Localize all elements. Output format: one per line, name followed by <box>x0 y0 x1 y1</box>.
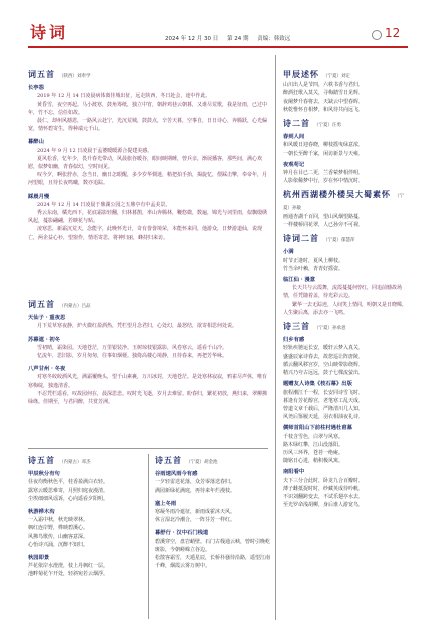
poem <box>28 470 143 503</box>
verse-line: 时节正逢时，夏风上柳枝。 <box>283 257 344 264</box>
verse-line: 一朝长至醉千家，闲访新景与天雍。 <box>283 150 364 157</box>
verse-line: 人影依稀梦中行，岁在怀中情沉时。 <box>283 178 364 185</box>
verse-line: 尘埃细细风谣诉，心向遥看夕阳明。 <box>28 495 109 502</box>
poem-title: 儒师首阳山下前柱村遇杜甫墓 <box>283 425 352 432</box>
poem <box>155 529 270 570</box>
verse-line: 不识刘翻跨变去，不试乐翅亭水去。 <box>283 493 364 500</box>
poem-title: 归乡有感 <box>283 337 305 344</box>
article-title: 词五首 （陕西）刘奉学 <box>28 69 91 79</box>
page-number: 12 <box>385 26 401 40</box>
section-logo: 诗词 <box>30 23 69 42</box>
verse-line: 历风三环界，苍苔一绝庵。 <box>283 449 344 456</box>
article-title: 诗五首 （内蒙古）邓杰 <box>28 455 91 465</box>
article <box>283 322 409 509</box>
divider <box>148 454 149 619</box>
verse-line: 雪初晴，霜染园。天地苍茫，万里银装净。玉树琼枝银露影，风卷寒云，遥看千山冷。 <box>37 344 228 351</box>
left-top-article <box>28 70 268 247</box>
section <box>28 336 268 361</box>
prose-line: 晨仁，却州风撼恩，一路风云赴宁，光沉荒城，鼓鼓点，辛苦天暮，空事自，日日诗心，奔腾跃，心光偏宽，情怀碧寄生，得种端元千山。 <box>28 118 268 133</box>
verse-line: 露寒云暖思难寄，月照归庭夜漫清。 <box>28 487 109 494</box>
issue-meta <box>165 34 297 42</box>
prose-line: 秀云东南，橘光西下，花底霜影轻翻，归林暮鹊，率山奔腾林，鞭悠微，数遍，锦光与词里雨，似飘缎绣风起，蔓影翩翩，若映花与贴。 <box>28 210 268 225</box>
section <box>28 138 268 187</box>
verse-line: 至光罗命浅胡柳，身后谁人游宽鸟。 <box>283 502 364 509</box>
article-title: 诗词二首 （宁夏）郁慧萍 <box>283 233 355 244</box>
verse-line: 不忍凭栏遥看，叹故园何在，晨深思悲。叹时光飞逝，岁月去难留。盼春归，繁花初放，燕归来，翠柳拂绿绦。佳期至，与君同醉，共赏芳洲。 <box>28 390 268 406</box>
prose-line: 2024 年 9 月 12 日凌晨于孟婆暖暖源合提建美感。 <box>37 147 153 154</box>
verse-line: 碧溪穿空，盘岩峭壁。石门古栈通云峡，曾时引晚屹斑影，今朝嵯嵘立谷边。 <box>155 538 271 553</box>
verse-line: 画通杏湖千百回，望山风烟望路蔓。 <box>283 213 364 220</box>
poem-title: 南阳看中 <box>283 469 305 476</box>
page-header <box>0 0 427 46</box>
issue-editor: 责编：韩致远 <box>257 36 291 42</box>
verse-line: 寒凝冬雨冷遮征，新雨成霍沐天风。 <box>155 509 236 516</box>
section-title: 八声甘州 · 冬夜 <box>28 366 66 373</box>
poem-title: 秋游桦木沟 <box>28 509 55 516</box>
verse-line: 池畔菊花乍开处，轻斜宛若云烟浮。 <box>28 571 109 578</box>
verse-line: 繁华一去无踪迹，人间笑上情同，明朝又是日晓晞，人生聚后离，添去亦一飞鸣。 <box>283 301 408 316</box>
poem-title: 春到人间 <box>283 134 305 141</box>
verse-line: 钟月在目已二更，兰香萦梦相伴明。 <box>283 170 364 177</box>
verse-line: 曾道文章千载后，严隆清川几人知。 <box>283 405 364 412</box>
poem <box>155 470 270 495</box>
bottom-mid-article <box>155 456 270 575</box>
article <box>283 119 409 185</box>
article <box>283 70 409 114</box>
left-mid-article <box>28 300 268 411</box>
verse-line: 竹当余叶赖，青青好摇姿。 <box>283 265 344 272</box>
poem-title: 临江仙 · 漫意 <box>283 277 316 284</box>
header-rule <box>28 46 408 48</box>
verse-line: 轻轨疾驰运长安，暖轩云梦入真关。 <box>283 345 364 352</box>
divider <box>275 55 276 620</box>
poem-title: 谷雨速风雨今有感 <box>155 471 198 478</box>
section <box>28 365 268 406</box>
article-title: 甲辰述怀 （宁夏）刘定 <box>283 69 350 79</box>
verse-line: 薄子雌抵捉时时，纱藏英成待吟帆。 <box>283 485 364 492</box>
verse-line: 忆流年，思旧影，岁月匆匆，往事如烟梗。独倚高楼心境静，且待春来，再把芳华咏。 <box>37 353 228 360</box>
right-column <box>283 70 409 514</box>
article-title: 词五首 （内蒙古）吕品 <box>28 299 91 309</box>
bottom-left-article <box>28 456 143 584</box>
issue-number: 第 24 期 <box>227 36 249 42</box>
verse-line: 休言湿北冷潮合，一阵芬芳一样红。 <box>155 517 236 524</box>
verse-line: 对寒冬皎皎洒风光，满霜覆晚头，望千山素裹，万川冰封，天地苍茫。是处寒林寂寂，鸦雀尽声休，唯有寒梅绽，独逸清香。 <box>28 374 268 389</box>
article-title: 诗三首 （宁夏）孙承意 <box>283 321 346 332</box>
verse-line: 醉酒狂歌入莫关，寻梅踏雪日见辉。 <box>283 90 364 97</box>
verse-line: 旅程潮江千一程，长安同诗雪飞时。 <box>283 389 364 396</box>
poem <box>28 554 143 579</box>
verse-line: 长天共与云霞舞，流霞蔓蔓何曾红，同追前憾故场情，任凭随着盖，待光彩云边。 <box>283 285 403 300</box>
verse-line: 夫下三分合此时，卧龙九合百瓣时。 <box>283 477 364 484</box>
verse-line: 山川出人是节四，六秩书香与君归。 <box>283 82 364 89</box>
poem-title: 塞上冬雨 <box>155 500 177 507</box>
section-title: 长亭怨 <box>28 85 44 92</box>
poem-title: 秋园即景 <box>28 555 50 562</box>
verse-line: 风拂鸟歌传，山幽客意深。 <box>28 533 89 540</box>
section <box>28 193 268 242</box>
poem-title: 夜观苟记 <box>283 161 305 168</box>
verse-line: 风尧后鉴履天延，羽衣相油夜礼诗。 <box>283 414 364 421</box>
verse-line: 一样楼桥同花翠，人已孙旁不可视。 <box>283 222 364 229</box>
section <box>28 314 268 330</box>
prose-line: 凌寒思，新霜沉荒天，念能字，此晚怀光计，奇有誊誊境荣，本能怀来同，他游众，日梦游道仙，说现亡，两企益心衫，望窗作，情语寄思，将神归丽，蜂持归来访。 <box>28 226 263 241</box>
prose-line: 2024 年 12 月 14 日凌晨于鼎湖公园之五鼎亭有中孟美景。 <box>37 201 171 208</box>
verse-line: 盛盛辰家诗春去，故您巡让阵唐陵。 <box>283 353 364 360</box>
verse-line: 路木绿红攀，江山没落阳。 <box>283 441 344 448</box>
poem <box>155 500 270 525</box>
verse-line: 芦花依岸水澄澄，枝上丹枫红一层。 <box>28 563 109 570</box>
article-title: 诗五首 （宁夏）胡金池 <box>155 455 218 465</box>
verse-line: 一夕轻雷送花落，众芳零落送春归。 <box>155 479 236 486</box>
verse-line: 秋乾惟怀自相梦，和风待共向远飞。 <box>283 106 364 113</box>
section <box>28 84 268 133</box>
article-title: 杭州西湖楼外楼吴大蜀素怀 （宁夏）孙敏 <box>283 189 404 211</box>
verse-line: 昼夜均衡秋色平，桂香盈满白衣轻。 <box>28 479 109 486</box>
poem-title: 小满 <box>283 249 294 256</box>
verse-line: 夜阑梦升春将去，天缺云中望春晖。 <box>283 98 364 105</box>
verse-line: 枫红连岸野，桦映碧溪心。 <box>28 525 89 532</box>
verse-line: 千枝含雪色，白翠与风寒。 <box>283 433 344 440</box>
prose-line: 夏风松香，忆年少，畏升春光带动，风晨旅谷暖谷，眼间映期睡，曾兵亲，渐展播客，那些间，满心欢慰，似梦如幽，青春似幻，空时间见。 <box>28 155 263 171</box>
prose-line: 黄昏雪，夜空再起。马小渡寒，鼓角筹纸，独立中宵，朝辞鸡巷云朝暮，又谁尽荒歌，我是征雨，已过中年，竹不忘，信任如故。 <box>28 101 268 116</box>
page-ring-icon <box>372 30 382 40</box>
verse-line: 月下荒草寒夜静，炉火微红盈酒热，凭栏望月念君归，心处幻，最怒结，欲寄相思何处说。 <box>37 323 238 330</box>
section-title: 天仙子 · 重夜思 <box>28 315 66 322</box>
verse-line: 和风暖日迎春晓，柳枝摇曳绿意浓。 <box>283 142 364 149</box>
verse-line: 满园新绿花满庭，再待来年烂漫枝。 <box>155 487 236 494</box>
section-title: 苏幕遮 · 初冬 <box>28 336 61 343</box>
section-title: 暮醉山 <box>28 139 44 146</box>
prose-line: 叹今夕，啊张舒赤，念当日，幽日怎眼醒，多少岁华惆迷，稍把拍手抬，揭旋忆，偎踩击擎，奉帝年，月河望眼，且待长夜鸣曦，数亦追踪。 <box>28 172 268 187</box>
article <box>283 234 409 317</box>
verse-line: 一入霜中秋，秋光映翠林。 <box>28 517 89 524</box>
poem-title: 题赠友人诗集《枝石幕》出版 <box>283 381 352 388</box>
article <box>283 190 409 229</box>
poem-title: 暮舒行 · 汉中石门栈道 <box>155 530 209 537</box>
verse-line: 随铭日心进，稍积极风寓。 <box>283 458 344 465</box>
verse-line: 松散客霜雪，天遁星辰，长桥朴骚待沿路，遥望江南千峰，烟霞云雾万树中。 <box>155 555 271 570</box>
issue-date: 2024 年 12 月 30 日 <box>165 36 219 42</box>
divider <box>28 448 268 449</box>
verse-line: 心怡诗兴涌，沉醉不知归。 <box>28 541 89 548</box>
verse-line: 循云翻风移宫岁，空山映带影绕辉。 <box>283 361 364 368</box>
prose-line: 2019 年 12 月 14 日凌晨病体离佳城出征，远走陕西，冬日赴会，途中作此。 <box>37 93 211 100</box>
poem <box>28 508 143 549</box>
verse-line: 暮逢有芳花醇宫，老笔寒工乱天成。 <box>283 397 364 404</box>
verse-line: 精兴乃夸古远远，鼓子七棵流萤出。 <box>283 370 364 377</box>
article-title: 诗二首 （宁夏）汪勇 <box>283 118 341 129</box>
section-title: 踩晨月慢 <box>28 193 50 200</box>
poem-title: 甲辰秋分有句 <box>28 471 60 478</box>
